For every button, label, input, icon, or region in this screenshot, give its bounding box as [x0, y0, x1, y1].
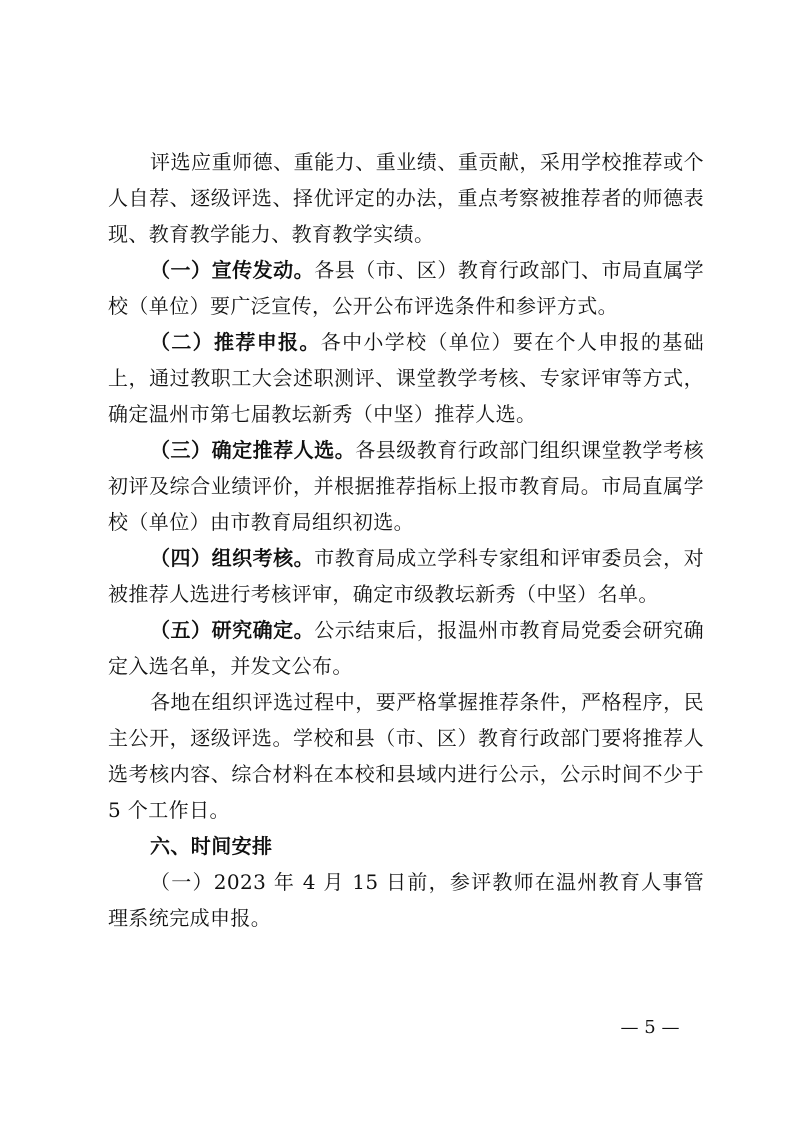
section-heading: 六、时间安排: [150, 834, 273, 858]
paragraph-lead: （五）研究确定。: [150, 618, 315, 642]
paragraph-lead: （四）组织考核。: [150, 546, 315, 570]
paragraph-lead: （三）确定推荐人选。: [150, 438, 356, 462]
paragraph-recommendation: [108, 324, 704, 432]
timeline-item: （一）2023 年 4 月 15 日前，参评教师在温州教育人事管理系统完成申报。: [108, 870, 704, 930]
paragraph-text: 市教育局成立学科专家组和评审委员会，对被推荐人选进行考核评审，确定市级教坛新秀（中坚）名单。: [108, 546, 704, 606]
paragraph-process-requirements: [108, 684, 704, 828]
paragraph-text: 各县（市、区）教育行政部门、市局直属学校（单位）要广泛宣传，公开公布评选条件和参评方式。: [108, 258, 704, 318]
paragraph-lead: （一）宣传发动。: [150, 258, 315, 282]
paragraph-candidate-selection: [108, 432, 704, 540]
paragraph-lead: （二）推荐申报。: [150, 330, 321, 354]
paragraph-assessment: [108, 540, 704, 612]
paragraph-text: 各中小学校（单位）要在个人申报的基础上，通过教职工大会述职测评、课堂教学考核、专家评审等方式，确定温州市第七届教坛新秀（中坚）推荐人选。: [108, 330, 704, 426]
paragraph-text: 公示结束后，报温州市教育局党委会研究确定入选名单，并发文公布。: [108, 618, 704, 678]
page-number: — 5 —: [620, 1017, 680, 1038]
paragraph-text: 各地在组织评选过程中，要严格掌握推荐条件，严格程序，民主公开，逐级评选。学校和县（市、区）教育行政部门要将推荐人选考核内容、综合材料在本校和县域内进行公示，公示时间不少于 5 个工作日。: [108, 690, 704, 822]
paragraph-text: 各县级教育行政部门组织课堂教学考核初评及综合业绩评价，并根据推荐指标上报市教育局。市局直属学校（单位）由市教育局组织初选。: [108, 438, 704, 534]
document-body: [108, 144, 704, 936]
paragraph-text: 评选应重师德、重能力、重业绩、重贡献，采用学校推荐或个人自荐、逐级评选、择优评定的办法，重点考察被推荐者的师德表现、教育教学能力、教育教学实绩。: [108, 150, 704, 246]
paragraph-selection-principles: [108, 144, 704, 252]
paragraph-publicity: [108, 252, 704, 324]
paragraph-final-decision: [108, 612, 704, 684]
